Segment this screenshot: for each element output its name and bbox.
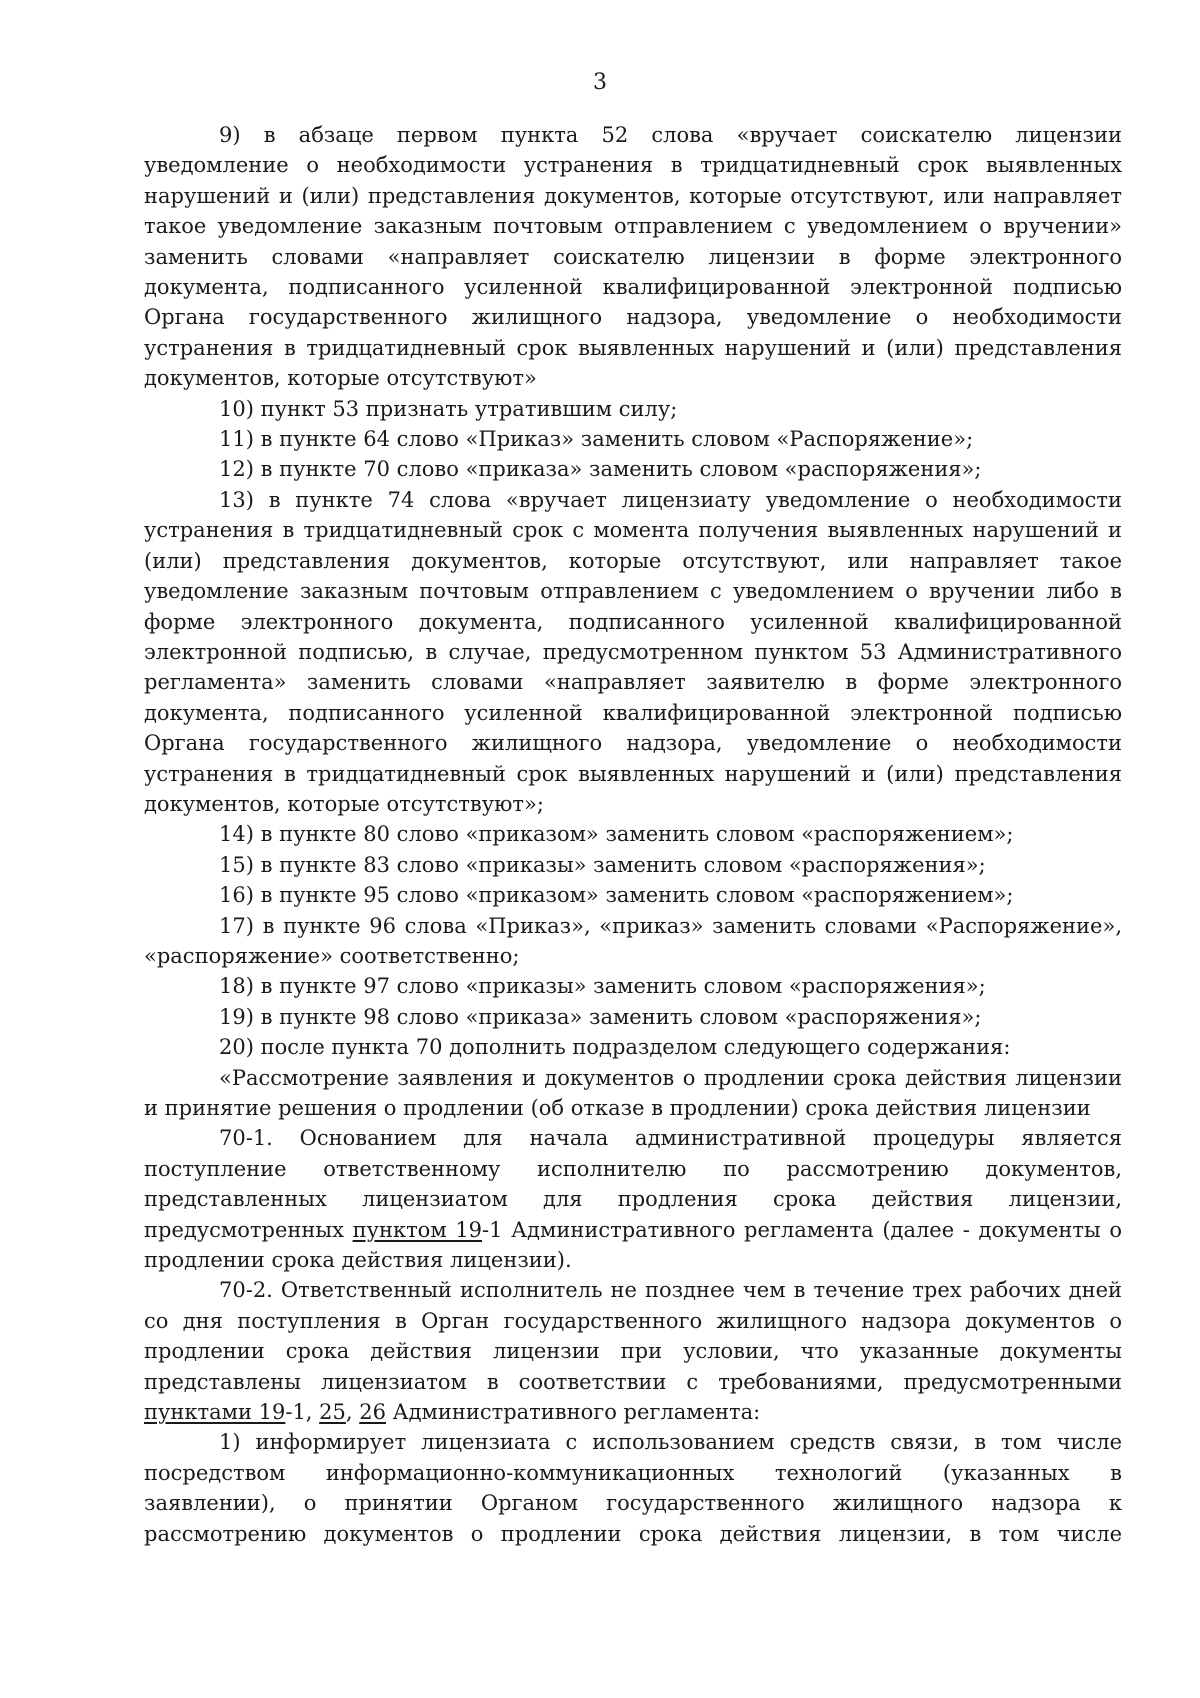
page-number: 3	[593, 70, 607, 95]
paragraph-70-2-text-start: 70-2. Ответственный исполнитель не позднее чем в течение трех рабочих дней со дня поступления в Орган государственного жилищного надзора документов о продлении срока действия лицензии при условии, что указанные документы представлены лицензиатом в соответствии с требованиями, предусмотренными	[144, 1278, 1122, 1394]
link-punkty-19[interactable]: пунктами 19	[144, 1400, 286, 1425]
paragraph-item-20: 20) после пункта 70 дополнить подразделом следующего содержания:	[219, 1035, 1011, 1060]
paragraph-70-1	[144, 1123, 1122, 1275]
paragraph-70-2	[144, 1275, 1122, 1427]
paragraph-item-18: 18) в пункте 97 слово «приказы» заменить словом «распоряжения»;	[219, 974, 986, 999]
document-body	[144, 120, 1122, 1549]
paragraph-item-19: 19) в пункте 98 слово «приказа» заменить словом «распоряжения»;	[219, 1004, 982, 1029]
paragraph-item-14: 14) в пункте 80 слово «приказом» заменить словом «распоряжением»;	[219, 822, 1014, 847]
paragraph-item-11: 11) в пункте 64 слово «Приказ» заменить словом «Распоряжение»;	[219, 427, 974, 452]
paragraph-item-10: 10) пункт 53 признать утратившим силу;	[219, 396, 678, 421]
paragraph-70-2-sep-2: ,	[345, 1400, 360, 1425]
paragraph-70-1-text-start: 70-1. Основанием для начала административной процедуры является поступление ответственному исполнителю по рассмотрению документов, представленных лицензиатом для продления срока действия лицензии, предусмотренных	[144, 1126, 1122, 1242]
paragraph-70-2-item-1: 1) информирует лицензиата с использованием средств связи, в том числе посредством информационно-коммуникационных технологий (указанных в заявлении), о принятии Органом государственного жилищного надзора к рассмотрению документов о продлении срока действия лицензии, в том числе	[144, 1430, 1122, 1546]
link-punkt-26[interactable]: 26	[359, 1400, 386, 1425]
subsection-heading: «Рассмотрение заявления и документов о продлении срока действия лицензии и принятие решения о продлении (об отказе в продлении) срока действия лицензии	[144, 1065, 1122, 1120]
paragraph-70-2-text-end: Административного регламента:	[385, 1400, 761, 1425]
paragraph-70-2-sep-1: -1,	[285, 1400, 320, 1425]
paragraph-item-16: 16) в пункте 95 слово «приказом» заменить словом «распоряжением»;	[219, 883, 1014, 908]
paragraph-item-17: 17) в пункте 96 слова «Приказ», «приказ» заменить словами «Распоряжение», «распоряжение» соответственно;	[144, 913, 1122, 968]
paragraph-70-1-text-end: -1 Административного регламента (далее - документы о продлении срока действия лицензии).	[144, 1217, 1123, 1273]
paragraph-item-15: 15) в пункте 83 слово «приказы» заменить словом «распоряжения»;	[219, 852, 986, 877]
link-punkt-25[interactable]: 25	[319, 1400, 346, 1425]
paragraph-item-12: 12) в пункте 70 слово «приказа» заменить словом «распоряжения»;	[219, 457, 982, 482]
paragraph-item-13: 13) в пункте 74 слова «вручает лицензиату уведомление о необходимости устранения в тридцатидневный срок с момента получения выявленных нарушений и (или) представления документов, которые отсутствуют, или направляет такое уведомление заказным почтовым отправлением с уведомлением о вручении либо в форме электронного документа, подписанного усиленной квалифицированной электронной подписью, в случае, предусмотренном пунктом 53 Административного регламента» заменить словами «направляет заявителю в форме электронного документа, подписанного усиленной квалифицированной электронной подписью Органа государственного жилищного надзора, уведомление о необходимости устранения в тридцатидневный срок выявленных нарушений и (или) представления документов, которые отсутствуют»;	[144, 487, 1122, 816]
link-punkt-19[interactable]: пунктом 19	[352, 1217, 483, 1242]
paragraph-item-9: 9) в абзаце первом пункта 52 слова «вручает соискателю лицензии уведомление о необходимости устранения в тридцатидневный срок выявленных нарушений и (или) представления документов, которые отсутствуют, или направляет такое уведомление заказным почтовым отправлением с уведомлением о вручении» заменить словами «направляет соискателю лицензии в форме электронного документа, подписанного усиленной квалифицированной электронной подписью Органа государственного жилищного надзора, уведомление о необходимости устранения в тридцатидневный срок выявленных нарушений и (или) представления документов, которые отсутствуют»	[144, 123, 1122, 391]
